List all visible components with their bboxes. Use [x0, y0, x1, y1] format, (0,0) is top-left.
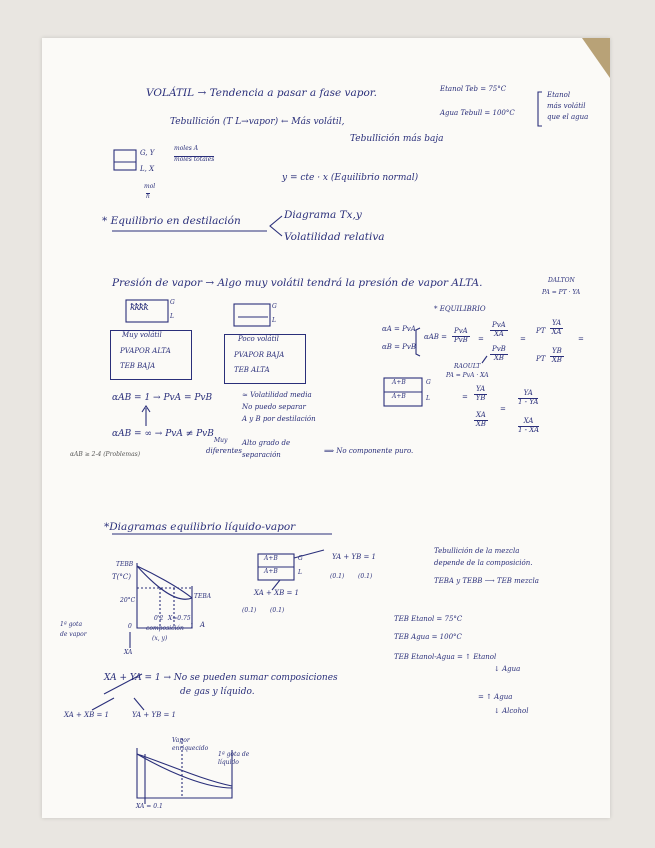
vessel2-title: Poco volátil	[238, 335, 279, 343]
ab-box-label: A+B	[392, 379, 406, 386]
ab-box-l: L	[426, 395, 430, 402]
pt-4: (0.1)	[270, 607, 285, 614]
sumas-left: XA + XB = 1	[64, 711, 110, 719]
vessel1-l: L	[170, 313, 174, 320]
ya-yb-eq: YA + YB = 1	[332, 553, 376, 561]
xy-label: (x, y)	[152, 635, 168, 642]
frac-pvb-xb: PvB XB	[492, 345, 506, 362]
eq-2: =	[520, 335, 526, 343]
etanol-note-1: Etanol	[547, 91, 571, 99]
equilibrio-title: * Equilibrio en destilación	[102, 215, 241, 227]
mezcla-l2: depende de la composición.	[434, 559, 533, 567]
presion-vapor-line: Presión de vapor → Algo muy volátil tendrá la presión de vapor ALTA.	[112, 277, 483, 289]
frac-xa-1mxa: $\frac{XA}{1 - XA}$	[518, 417, 540, 434]
equilibrio-normal: y = cte · x (Equilibrio normal)	[282, 173, 419, 183]
diag-box-l: L	[298, 569, 302, 576]
t-axis: T(°C)	[112, 573, 131, 581]
box1-frac-top: moles A	[174, 145, 199, 152]
box1-gy: G, Y	[140, 149, 155, 157]
box1-frac-bot: moles totales	[174, 156, 215, 163]
eq-4: =	[462, 393, 468, 401]
box1-mol: mol	[144, 183, 156, 190]
alpha-a: αA = PvA	[382, 325, 416, 333]
notebook-page	[42, 38, 610, 818]
frac-ya-yb: $\frac{YA}{YB}$	[475, 385, 486, 402]
etanol-note-3: que el agua	[547, 113, 589, 121]
equilibrio-label: * EQUILIBRIO	[434, 305, 486, 313]
xa-axis: XA	[124, 649, 133, 656]
xa-xb-eq: XA + XB = 1	[254, 589, 300, 597]
alpha-range: αAB ≥ 2-4 (Problemas)	[70, 451, 141, 458]
vessel1-title: Muy volátil	[122, 331, 162, 339]
pt-2: (0.1)	[358, 573, 373, 580]
sumas-main-2: de gas y líquido.	[180, 687, 255, 697]
ab-box-label-2: A+B	[392, 393, 406, 400]
etanol-teb: Etanol Teb = 75°C	[440, 85, 507, 93]
vessel1-row1: PVAPOR ALTA	[120, 347, 171, 355]
t-20: 20°C	[120, 597, 136, 604]
diagramas-title: *Diagramas equilibrio líquido-vapor	[104, 521, 296, 533]
vapor-label: Vapor	[172, 737, 190, 744]
sumas-right: YA + YB = 1	[132, 711, 176, 719]
axis-one: 1	[190, 623, 194, 630]
alpha-b: αB = PvB	[382, 343, 416, 351]
mezcla-e5: = ↑ Agua	[478, 693, 513, 701]
vessel2-row1: PVAPOR BAJA	[234, 351, 285, 359]
mezcla-e6: ↓ Alcohol	[494, 707, 529, 715]
muy-label: Muy	[214, 437, 228, 444]
vessel1-bubbles: ꝁꝁꝁꝁ	[130, 303, 148, 313]
case-alpha-1: αAB = 1 → PvA = PvB	[112, 393, 213, 403]
dalton-label: DALTON	[548, 277, 575, 284]
eq-3: =	[578, 335, 584, 343]
vessel1-g: G	[170, 299, 175, 306]
xa-bottom: XA = 0.1	[136, 803, 163, 810]
diag-box-g: G	[298, 555, 303, 562]
primera-gota: 1ª gota	[60, 621, 83, 628]
vessel1-row2: TEB BAJA	[120, 362, 156, 370]
axis-02: 0'2	[154, 615, 164, 622]
box1-h: h	[146, 193, 150, 200]
vessel2-g: G	[272, 303, 277, 310]
eq-5: =	[500, 405, 506, 413]
volatilidad-relativa: Volatilidad relativa	[284, 231, 385, 243]
teb-b: TEBB	[116, 561, 134, 568]
axis-a: A	[200, 621, 206, 629]
pt-1: (0.1)	[330, 573, 345, 580]
tebullicion-line-2: Tebullición más baja	[350, 134, 444, 144]
raoult-formula: PA = PvA · XA	[446, 372, 489, 379]
case-alpha-inf: αAB = ∞ → PvA ≠ PvB	[112, 429, 214, 439]
sumas-main: XA + YA = 1 → No se pueden sumar composiciones	[104, 673, 338, 683]
gota-liquido-1: 1ª gota de	[218, 751, 250, 758]
frac-pva-xa: PvA XA	[492, 321, 506, 338]
diag-box-ab-2: A+B	[264, 568, 278, 575]
teb-a: TEBA	[194, 593, 212, 600]
mezcla-e4: ↓ Agua	[494, 665, 521, 673]
ab-box-g: G	[426, 379, 431, 386]
alto-grado: Alto grado de	[242, 439, 291, 447]
alpha-ab: αAB =	[424, 333, 448, 341]
eq-1: =	[478, 335, 484, 343]
case-volatilidad-media: ≈ Volatilidad media	[242, 391, 312, 399]
separacion: separación	[242, 451, 281, 459]
axis-zero: 0	[128, 623, 132, 630]
frac-ya-xa: $\frac{YA}{XA}$	[551, 319, 562, 336]
pt-bot: PT	[536, 355, 546, 363]
raoult-label: RAOULT	[454, 363, 481, 370]
mezcla-l1: Tebullición de la mezcla	[434, 547, 520, 555]
case-destilacion: A y B por destilación	[242, 415, 316, 423]
diagrama-txy: Diagrama Tx,y	[284, 209, 362, 221]
mezcla-l3: TEBA y TEBB ⟶ TEB mezcla	[434, 577, 539, 585]
mezcla-e1: TEB Etanol = 75°C	[394, 615, 463, 623]
frac-x-xb: $\frac{XA}{XB}$	[475, 411, 486, 428]
no-componente-puro: ⟹ No componente puro.	[324, 447, 414, 455]
case-no-separar: No puedo separar	[242, 403, 306, 411]
composicion-label: composición	[146, 625, 184, 632]
tebullicion-line: Tebullición (T L→vapor) ← Más volátil,	[170, 117, 345, 127]
frac-yb-xb: $\frac{YB}{XB}$	[551, 347, 562, 364]
agua-teb: Agua Tebull = 100°C	[440, 109, 515, 117]
vessel2-l: L	[272, 317, 276, 324]
mezcla-e3: TEB Etanol-Agua = ↑ Etanol	[394, 653, 497, 661]
pt-top: PT	[536, 327, 546, 335]
pt-3: (0.1)	[242, 607, 257, 614]
vessel2-row2: TEB ALTA	[234, 366, 270, 374]
axis-x3: X=0.75	[168, 615, 191, 622]
mezcla-e2: TEB Agua = 100°C	[394, 633, 462, 641]
diag-box-ab: A+B	[264, 555, 278, 562]
etanol-note-2: más volátil	[547, 102, 586, 110]
box1-lx: L, X	[140, 165, 155, 173]
gota-liquido-2: líquido	[218, 759, 239, 766]
dalton-formula: PA = PT · YA	[542, 289, 581, 296]
frac-pva-pvb: PvA PvB	[453, 327, 468, 344]
vapor-enriquecido: enriquecido	[172, 745, 209, 752]
volatil-definition: VOLÁTIL → Tendencia a pasar a fase vapor.	[146, 87, 377, 99]
primera-gota-2: de vapor	[60, 631, 87, 638]
diferentes-label: diferentes	[206, 447, 242, 455]
frac-ya-1mya: $\frac{YA}{1 - YA}$	[518, 389, 539, 406]
